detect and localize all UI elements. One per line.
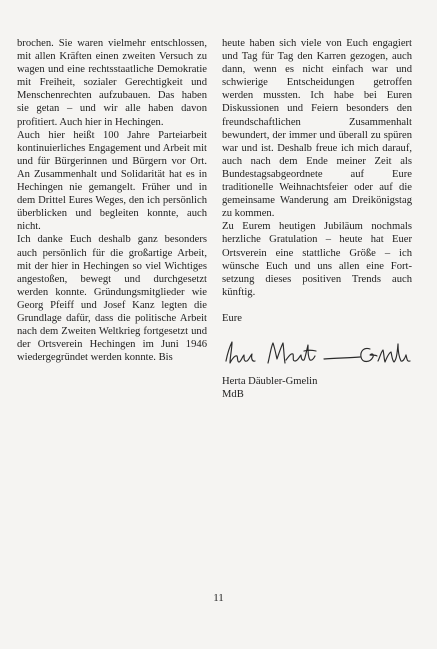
signer-block — [222, 375, 412, 401]
paragraph: Auch hier heißt 100 Jahre Parteiarbeit kontinuierliches Engagement und Arbeit mit und für Bürgerinnen und Bürgern vor Ort. An Zusammenhalt und Solidarität hat es in Hechingen nie gemangelt. Früher und in dem Drittel Eures Weges, den ich persönlich überblicken und begleiten konnte, auch nicht. — [17, 129, 207, 233]
paragraph: Ich danke Euch deshalb ganz besonders auch persönlich für die großartige Arbeit, mit der hier in Hechingen so viel Wichtiges angestoßen, bewegt und durchgesetzt werden konnte. Gründungsmitglieder wie Georg Pfeiff und Josef Kanz legten die Grundlage dafür, dass die politische Arbeit nach dem Zweiten Weltkrieg fortgesetzt und der Ortsverein Hechingen im Juni 1946 wiedergegründet werden konnte. Bis — [17, 234, 207, 364]
left-column — [17, 37, 207, 364]
paragraph: brochen. Sie waren vielmehr entschlossen, mit allen Kräften einen zweiten Versuch zu wagen und eine rechtsstaatliche Demokratie mit Freiheit, sozialer Gerechtigkeit und Menschenrechten aufzubauen. Das haben sie getan – und wir alle haben davon profitiert. Auch hier in Hechingen. — [17, 38, 207, 128]
closing-greeting: Eure — [222, 312, 242, 324]
signer-title: MdB — [222, 389, 244, 401]
handwritten-signature — [224, 339, 412, 369]
signer-name: Herta Däubler-Gmelin — [222, 375, 318, 387]
page-number: 11 — [213, 592, 224, 604]
paragraph: heute haben sich viele von Euch engagiert und Tag für Tag den Karren gezogen, auch dann, wenn es nicht einfach war und schwierige Entscheidungen getroffen werden mussten. Ich habe bei Euren Diskussionen und Feiern besonders den freundschaftlichen Zusammenhalt bewundert, der immer und überall zu spüren war und ist. Deshalb freue ich mich darauf, auch nach dem Ende meiner Zeit als Bundestagsabgeordnete auf Eure traditionelle Weihnachtsfeier oder auf die gemeinsame Wanderung am Dreikönigstag zu kommen. — [222, 38, 412, 220]
paragraph: Zu Eurem heutigen Jubiläum nochmals herzliche Gratulation – heute hat Euer Ortsverein eine stattliche Größe – ich wünsche Euch und uns allen eine Fortsetzung dieses positiven Trends auch künftig. — [222, 221, 412, 298]
right-column — [222, 37, 412, 401]
